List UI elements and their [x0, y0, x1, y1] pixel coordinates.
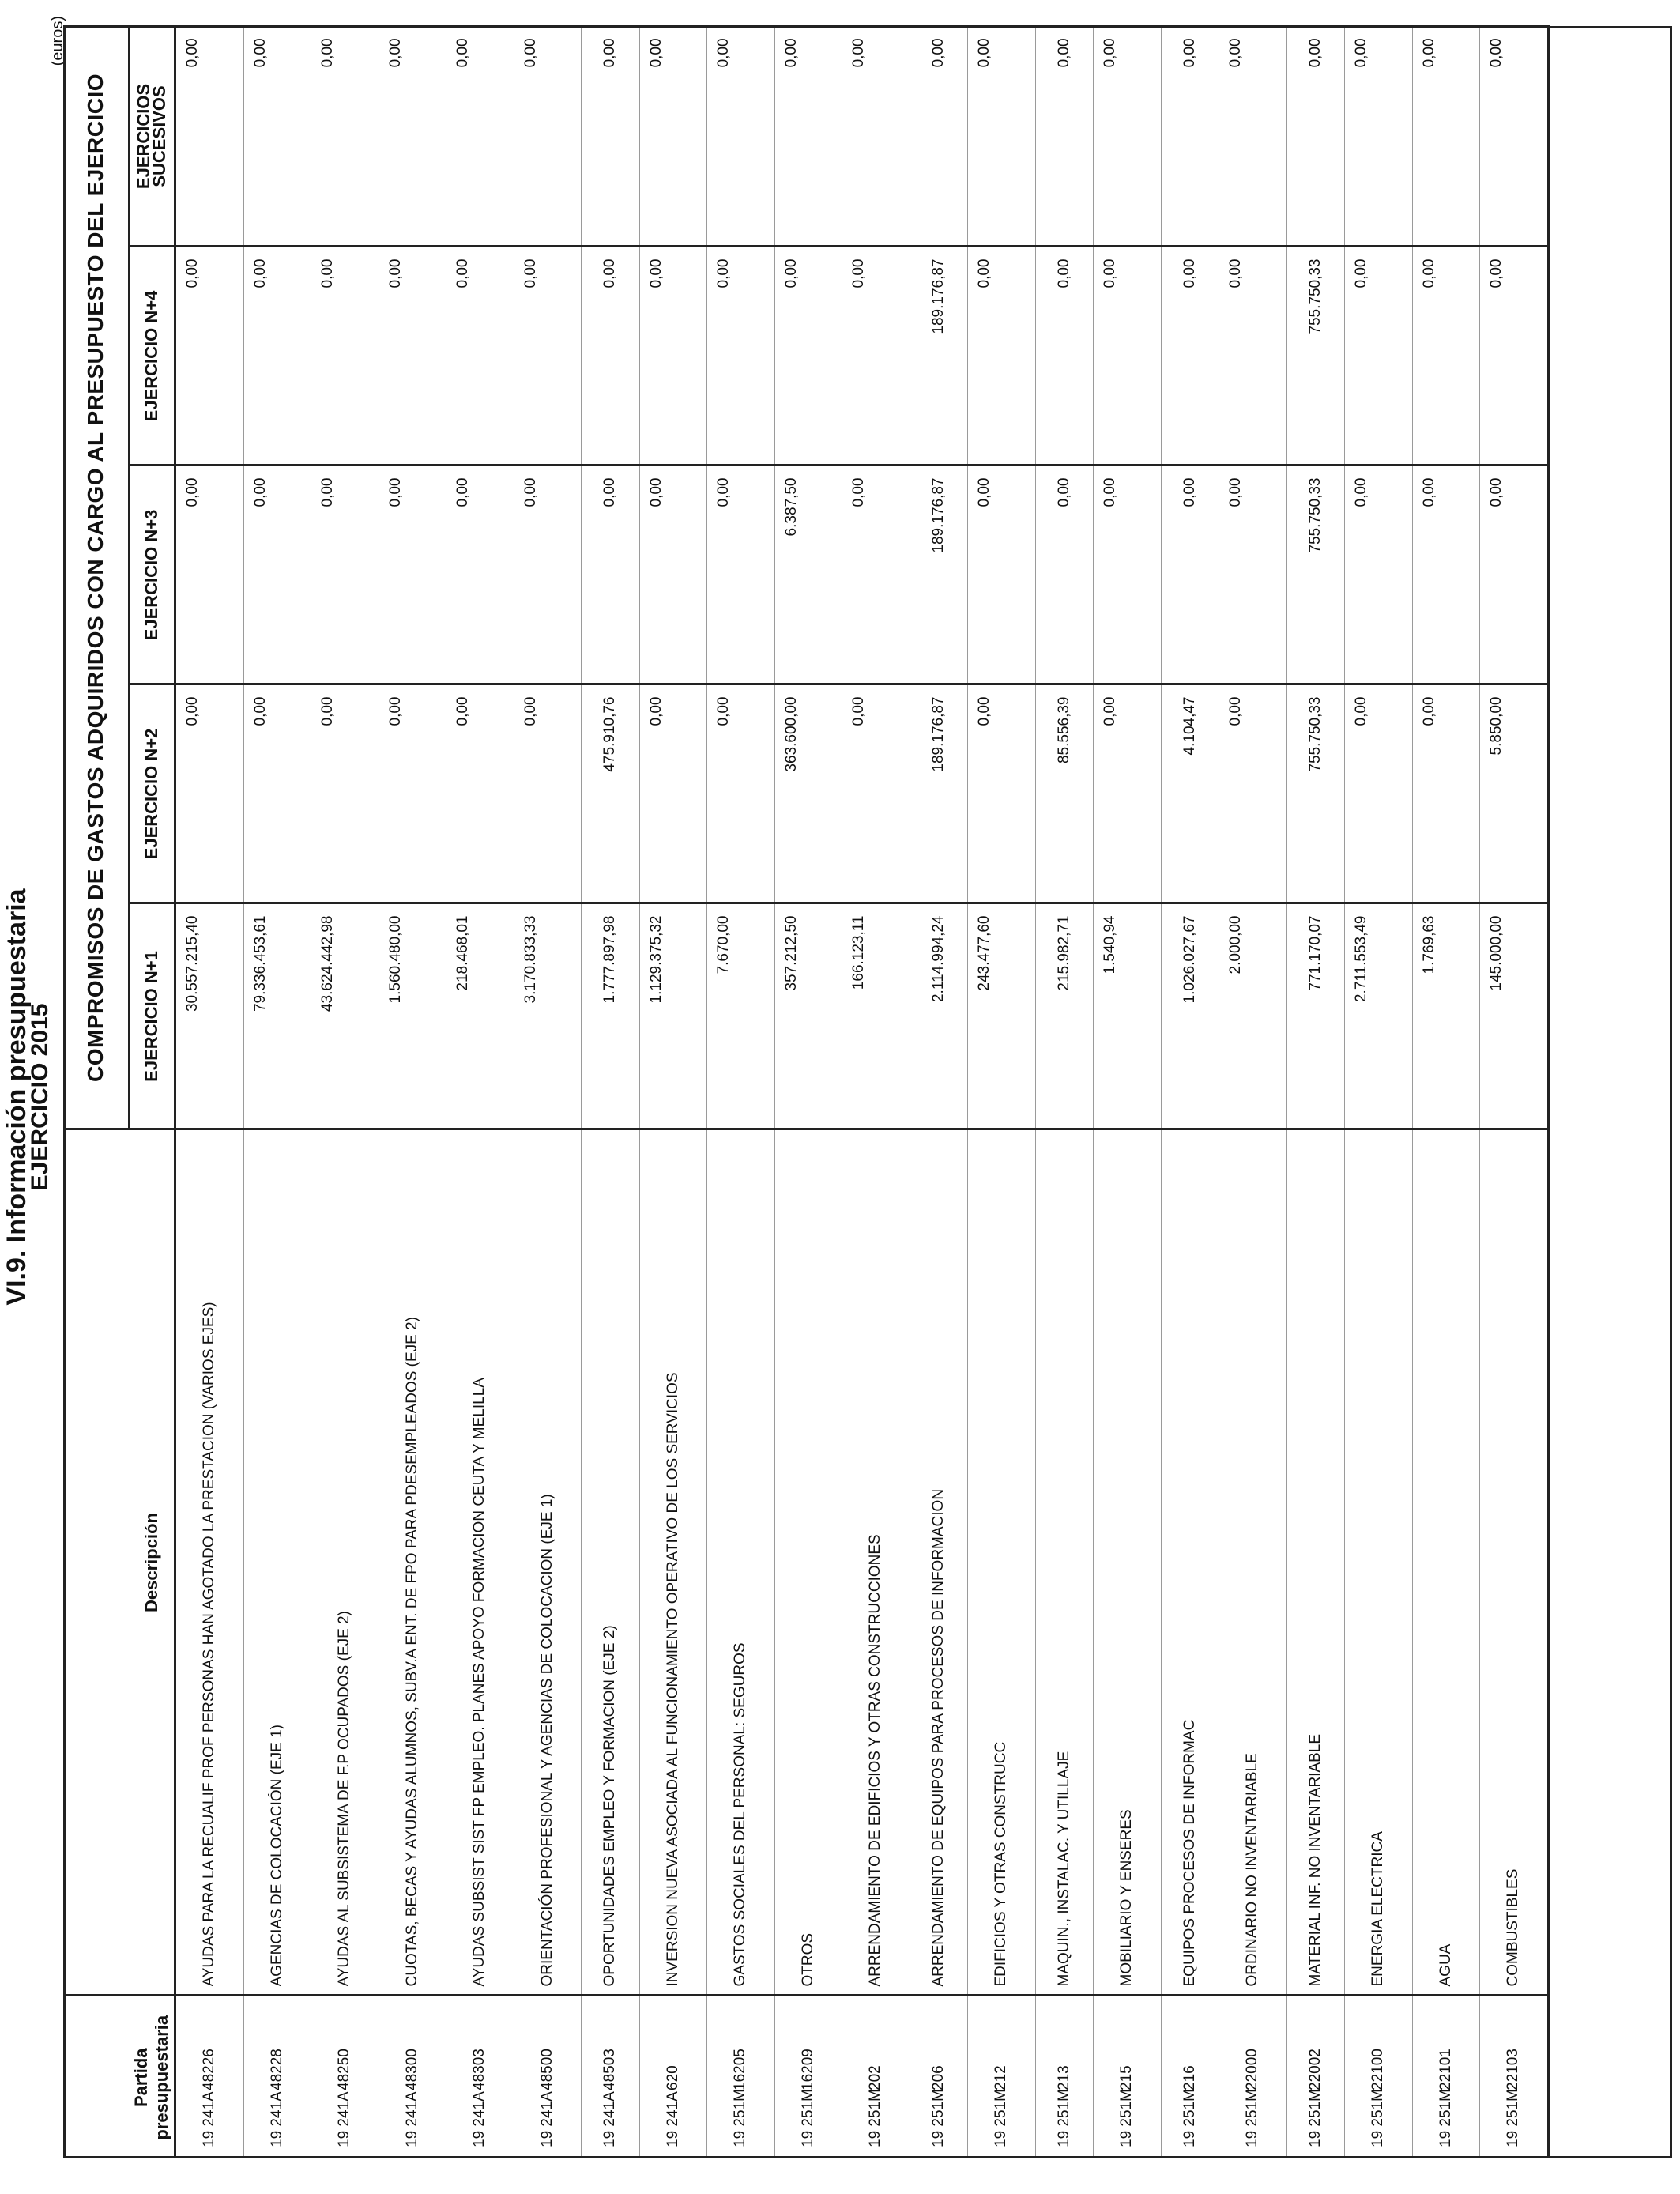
n1-cell: 2.114.994,24: [910, 903, 968, 1129]
table-row: [446, 26, 514, 2158]
descripcion-cell: AGENCIAS DE COLOCACIÓN (EJE 1): [243, 1129, 311, 1996]
partida-seccion: 19 251M: [1181, 2089, 1198, 2147]
n1-cell: 1.129.375,32: [639, 903, 707, 1129]
partida-cell: [774, 1996, 842, 2158]
n3-cell: 755.750,33: [1286, 466, 1345, 684]
n2-cell: 5.850,00: [1480, 684, 1549, 903]
descripcion-cell: EQUIPOS PROCESOS DE INFORMAC: [1161, 1129, 1219, 1996]
n1-cell: 218.468,01: [446, 903, 514, 1129]
descripcion-cell: MOBILIARIO Y ENSERES: [1094, 1129, 1162, 1996]
n4-cell: 0,00: [774, 247, 842, 466]
sucesivos-cell: 0,00: [175, 26, 244, 247]
n4-cell: 0,00: [1094, 247, 1162, 466]
n4-cell: 0,00: [311, 247, 379, 466]
descripcion-cell: ARRENDAMIENTO DE EQUIPOS PARA PROCESOS DE INFORMACION: [910, 1129, 968, 1996]
n2-cell: 475.910,76: [582, 684, 640, 903]
partida-articulo: 206: [929, 2065, 947, 2090]
sucesivos-cell: 0,00: [1094, 26, 1162, 247]
n3-cell: 0,00: [1219, 466, 1287, 684]
table-row: [774, 26, 842, 2158]
n4-cell: 0,00: [707, 247, 775, 466]
column-header-partida: Partida presupuestaria: [129, 1996, 175, 2158]
partida-seccion: 19 241A: [601, 2091, 619, 2147]
partida-articulo: 213: [1055, 2065, 1072, 2090]
n3-cell: 0,00: [1035, 466, 1094, 684]
units-label: (euros): [49, 16, 66, 66]
partida-seccion: 19 251M: [732, 2089, 749, 2147]
sucesivos-cell: 0,00: [774, 26, 842, 247]
partida-articulo: 22100: [1369, 2049, 1387, 2090]
n1-cell: 243.477,60: [968, 903, 1036, 1129]
n2-cell: 0,00: [311, 684, 379, 903]
partida-seccion: 19 251M: [1118, 2089, 1136, 2147]
partida-cell: [1345, 1996, 1413, 2158]
n2-cell: 0,00: [968, 684, 1036, 903]
n4-cell: 0,00: [1161, 247, 1219, 466]
n3-cell: 0,00: [582, 466, 640, 684]
partida-cell: [243, 1996, 311, 2158]
header-blank-descripcion: [63, 1129, 129, 1996]
descripcion-cell: ORIENTACIÓN PROFESIONAL Y AGENCIAS DE COLOCACION (EJE 1): [514, 1129, 582, 1996]
n3-cell: 0,00: [1094, 466, 1162, 684]
partida-articulo: 216: [1181, 2065, 1198, 2090]
n1-cell: 215.982,71: [1035, 903, 1094, 1129]
n2-cell: 0,00: [175, 684, 244, 903]
column-header-n2: EJERCICIO N+2: [129, 684, 175, 903]
n3-cell: 0,00: [842, 466, 910, 684]
descripcion-cell: INVERSION NUEVA ASOCIADA AL FUNCIONAMIENTO OPERATIVO DE LOS SERVICIOS: [639, 1129, 707, 1996]
table-row: [582, 26, 640, 2158]
n2-cell: 363.600,00: [774, 684, 842, 903]
partida-cell: [910, 1996, 968, 2158]
sucesivos-cell: 0,00: [1480, 26, 1549, 247]
n1-cell: 145.000,00: [1480, 903, 1549, 1129]
descripcion-cell: AGUA: [1412, 1129, 1480, 1996]
partida-articulo: 48303: [471, 2049, 488, 2090]
partida-seccion: 19 241A: [403, 2091, 420, 2147]
sucesivos-cell: 0,00: [1286, 26, 1345, 247]
partida-articulo: 48500: [538, 2049, 556, 2090]
n1-cell: 79.336.453,61: [243, 903, 311, 1129]
table-row: [311, 26, 379, 2158]
sucesivos-cell: 0,00: [1161, 26, 1219, 247]
n1-cell: 771.170,07: [1286, 903, 1345, 1129]
n3-cell: 0,00: [446, 466, 514, 684]
partida-cell: [707, 1996, 775, 2158]
n2-cell: 0,00: [446, 684, 514, 903]
partida-articulo: 48300: [403, 2049, 420, 2090]
table-row: [1035, 26, 1094, 2158]
n1-cell: 2.000,00: [1219, 903, 1287, 1129]
descripcion-cell: COMBUSTIBLES: [1480, 1129, 1549, 1996]
partida-seccion: 19 241A: [336, 2091, 353, 2147]
sucesivos-cell: 0,00: [707, 26, 775, 247]
partida-cell: [1161, 1996, 1219, 2158]
sucesivos-cell: 0,00: [968, 26, 1036, 247]
n4-cell: 0,00: [446, 247, 514, 466]
partida-cell: [379, 1996, 446, 2158]
n1-cell: 30.557.215,40: [175, 903, 244, 1129]
table-row: [1219, 26, 1287, 2158]
partida-cell: [639, 1996, 707, 2158]
partida-cell: [1035, 1996, 1094, 2158]
n2-cell: 755.750,33: [1286, 684, 1345, 903]
n1-cell: 1.777.897,98: [582, 903, 640, 1129]
sucesivos-cell: 0,00: [842, 26, 910, 247]
table-row: [968, 26, 1036, 2158]
n3-cell: 0,00: [1345, 466, 1413, 684]
n4-cell: 0,00: [968, 247, 1036, 466]
n4-cell: 0,00: [582, 247, 640, 466]
partida-articulo: 16209: [799, 2049, 816, 2090]
partida-articulo: 48250: [336, 2049, 353, 2090]
partida-articulo: 48228: [268, 2049, 285, 2090]
partida-cell: [175, 1996, 244, 2158]
sucesivos-cell: 0,00: [1345, 26, 1413, 247]
n4-cell: 0,00: [1412, 247, 1480, 466]
descripcion-cell: AYUDAS PARA LA RECUALIF PROF PERSONAS HAN AGOTADO LA PRESTACION (VARIOS EJES): [175, 1129, 244, 1996]
table-row: [379, 26, 446, 2158]
table-row: [842, 26, 910, 2158]
n2-cell: 0,00: [842, 684, 910, 903]
descripcion-cell: GASTOS SOCIALES DEL PERSONAL: SEGUROS: [707, 1129, 775, 1996]
partida-cell: [1412, 1996, 1480, 2158]
partida-cell: [446, 1996, 514, 2158]
n4-cell: 0,00: [514, 247, 582, 466]
n4-cell: 0,00: [379, 247, 446, 466]
table-row: [1286, 26, 1345, 2158]
column-header-sucesivos-line1: EJERCICIOS: [134, 83, 153, 190]
descripcion-cell: AYUDAS AL SUBSISTEMA DE F.P OCUPADOS (EJE 2): [311, 1129, 379, 1996]
descripcion-cell: ARRENDAMIENTO DE EDIFICIOS Y OTRAS CONSTRUCCIONES: [842, 1129, 910, 1996]
partida-seccion: 19 241A: [471, 2091, 488, 2147]
n1-cell: 1.026.027,67: [1161, 903, 1219, 1129]
table-row: [639, 26, 707, 2158]
n2-cell: 0,00: [514, 684, 582, 903]
n3-cell: 0,00: [1161, 466, 1219, 684]
sucesivos-cell: 0,00: [1412, 26, 1480, 247]
column-header-sucesivos: [129, 26, 175, 247]
descripcion-cell: OTROS: [774, 1129, 842, 1996]
table-row: [243, 26, 311, 2158]
partida-cell: [514, 1996, 582, 2158]
sucesivos-cell: 0,00: [1219, 26, 1287, 247]
partida-articulo: 16205: [732, 2049, 749, 2090]
n2-cell: 0,00: [1219, 684, 1287, 903]
n1-cell: 43.624.442,98: [311, 903, 379, 1129]
n4-cell: 755.750,33: [1286, 247, 1345, 466]
partida-seccion: 19 251M: [1306, 2089, 1324, 2147]
descripcion-cell: CUOTAS, BECAS Y AYUDAS ALUMNOS, SUBV.A ENT. DE FPO PARA PDESEMPLEADOS (EJE 2): [379, 1129, 446, 1996]
n1-cell: 166.123,11: [842, 903, 910, 1129]
partida-articulo: 215: [1118, 2065, 1136, 2090]
descripcion-cell: MATERIAL INF. NO INVENTARIABLE: [1286, 1129, 1345, 1996]
n2-cell: 85.556,39: [1035, 684, 1094, 903]
descripcion-cell: MAQUIN., INSTALAC. Y UTILLAJE: [1035, 1129, 1094, 1996]
n4-cell: 0,00: [1219, 247, 1287, 466]
table-row: [514, 26, 582, 2158]
header-blank-partida: [63, 1996, 129, 2158]
partida-seccion: 19 251M: [799, 2089, 816, 2147]
sucesivos-cell: 0,00: [311, 26, 379, 247]
partida-cell: [968, 1996, 1036, 2158]
descripcion-cell: ENERGIA ELECTRICA: [1345, 1129, 1413, 1996]
n3-cell: 0,00: [379, 466, 446, 684]
n4-cell: 0,00: [1345, 247, 1413, 466]
n4-cell: 189.176,87: [910, 247, 968, 466]
page-subtitle: EJERCICIO 2015: [27, 1003, 53, 1191]
partida-seccion: 19 241A: [201, 2091, 218, 2147]
n1-cell: 357.212,50: [774, 903, 842, 1129]
column-header-n3: EJERCICIO N+3: [129, 466, 175, 684]
partida-seccion: 19 251M: [1437, 2089, 1454, 2147]
partida-seccion: 19 251M: [1055, 2089, 1072, 2147]
table-row: [1161, 26, 1219, 2158]
n1-cell: 1.560.480,00: [379, 903, 446, 1129]
n1-cell: 7.670,00: [707, 903, 775, 1129]
partida-articulo: 620: [664, 2065, 681, 2090]
partida-seccion: 19 241A: [538, 2091, 556, 2147]
descripcion-cell: ORDINARIO NO INVENTARIABLE: [1219, 1129, 1287, 1996]
sucesivos-cell: 0,00: [446, 26, 514, 247]
table-row: [1094, 26, 1162, 2158]
n4-cell: 0,00: [175, 247, 244, 466]
group-header: COMPROMISOS DE GASTOS ADQUIRIDOS CON CARGO AL PRESUPUESTO DEL EJERCICIO: [63, 26, 129, 1129]
n2-cell: 0,00: [1345, 684, 1413, 903]
table-row: [1345, 26, 1413, 2158]
table-row: [910, 26, 968, 2158]
descripcion-cell: OPORTUNIDADES EMPLEO Y FORMACION (EJE 2): [582, 1129, 640, 1996]
n3-cell: 0,00: [514, 466, 582, 684]
n1-cell: 1.540,94: [1094, 903, 1162, 1129]
partida-articulo: 202: [867, 2065, 884, 2090]
sucesivos-cell: 0,00: [379, 26, 446, 247]
n3-cell: 0,00: [1412, 466, 1480, 684]
column-header-n4: EJERCICIO N+4: [129, 247, 175, 466]
partida-seccion: 19 251M: [867, 2089, 884, 2147]
table-row: [1412, 26, 1480, 2158]
n4-cell: 0,00: [1480, 247, 1549, 466]
partida-articulo: 22002: [1306, 2049, 1324, 2090]
partida-articulo: 22103: [1505, 2049, 1522, 2090]
sucesivos-cell: 0,00: [514, 26, 582, 247]
partida-articulo: 22101: [1437, 2049, 1454, 2090]
sucesivos-cell: 0,00: [243, 26, 311, 247]
table-row: [707, 26, 775, 2158]
descripcion-cell: AYUDAS SUBSIST SIST FP EMPLEO. PLANES APOYO FORMACION CEUTA Y MELILLA: [446, 1129, 514, 1996]
sucesivos-cell: 0,00: [1035, 26, 1094, 247]
partida-articulo: 22000: [1244, 2049, 1261, 2090]
n4-cell: 0,00: [1035, 247, 1094, 466]
column-header-n1: EJERCICIO N+1: [129, 903, 175, 1129]
partida-articulo: 212: [993, 2065, 1010, 2090]
n1-cell: 3.170.833,33: [514, 903, 582, 1129]
page-title: VI.9. Información presupuestaria: [2, 888, 32, 1306]
partida-seccion: 19 251M: [929, 2089, 947, 2147]
sucesivos-cell: 0,00: [639, 26, 707, 247]
n2-cell: 0,00: [379, 684, 446, 903]
partida-cell: [1094, 1996, 1162, 2158]
n3-cell: 0,00: [707, 466, 775, 684]
partida-seccion: 19 241A: [268, 2091, 285, 2147]
partida-seccion: 19 251M: [1244, 2089, 1261, 2147]
n2-cell: 4.104,47: [1161, 684, 1219, 903]
n2-cell: 0,00: [639, 684, 707, 903]
partida-seccion: 19 241A: [664, 2091, 681, 2147]
n2-cell: 0,00: [1412, 684, 1480, 903]
partida-seccion: 19 251M: [1369, 2089, 1387, 2147]
partida-cell: [842, 1996, 910, 2158]
n4-cell: 0,00: [639, 247, 707, 466]
n2-cell: 189.176,87: [910, 684, 968, 903]
n3-cell: 0,00: [243, 466, 311, 684]
partida-cell: [1219, 1996, 1287, 2158]
partida-articulo: 48226: [201, 2049, 218, 2090]
column-header-sucesivos-line2: SUCESIVOS: [149, 85, 169, 187]
partida-seccion: 19 251M: [993, 2089, 1010, 2147]
table-row: [1480, 26, 1549, 2158]
sucesivos-cell: 0,00: [582, 26, 640, 247]
partida-cell: [582, 1996, 640, 2158]
table-row: [175, 26, 244, 2158]
n1-cell: 2.711.553,49: [1345, 903, 1413, 1129]
n3-cell: 6.387,50: [774, 466, 842, 684]
column-header-descripcion: Descripción: [129, 1129, 175, 1996]
n3-cell: 0,00: [639, 466, 707, 684]
n3-cell: 0,00: [311, 466, 379, 684]
partida-cell: [311, 1996, 379, 2158]
n2-cell: 0,00: [1094, 684, 1162, 903]
n2-cell: 0,00: [707, 684, 775, 903]
partida-seccion: 19 251M: [1505, 2089, 1522, 2147]
n4-cell: 0,00: [842, 247, 910, 466]
n1-cell: 1.769,63: [1412, 903, 1480, 1129]
n3-cell: 0,00: [1480, 466, 1549, 684]
n2-cell: 0,00: [243, 684, 311, 903]
n3-cell: 0,00: [968, 466, 1036, 684]
sucesivos-cell: 0,00: [910, 26, 968, 247]
n3-cell: 0,00: [175, 466, 244, 684]
partida-articulo: 48503: [601, 2049, 619, 2090]
budget-table: [63, 25, 1550, 2158]
partida-cell: [1286, 1996, 1345, 2158]
descripcion-cell: EDIFICIOS Y OTRAS CONSTRUCC: [968, 1129, 1036, 1996]
n4-cell: 0,00: [243, 247, 311, 466]
n3-cell: 189.176,87: [910, 466, 968, 684]
partida-cell: [1480, 1996, 1549, 2158]
